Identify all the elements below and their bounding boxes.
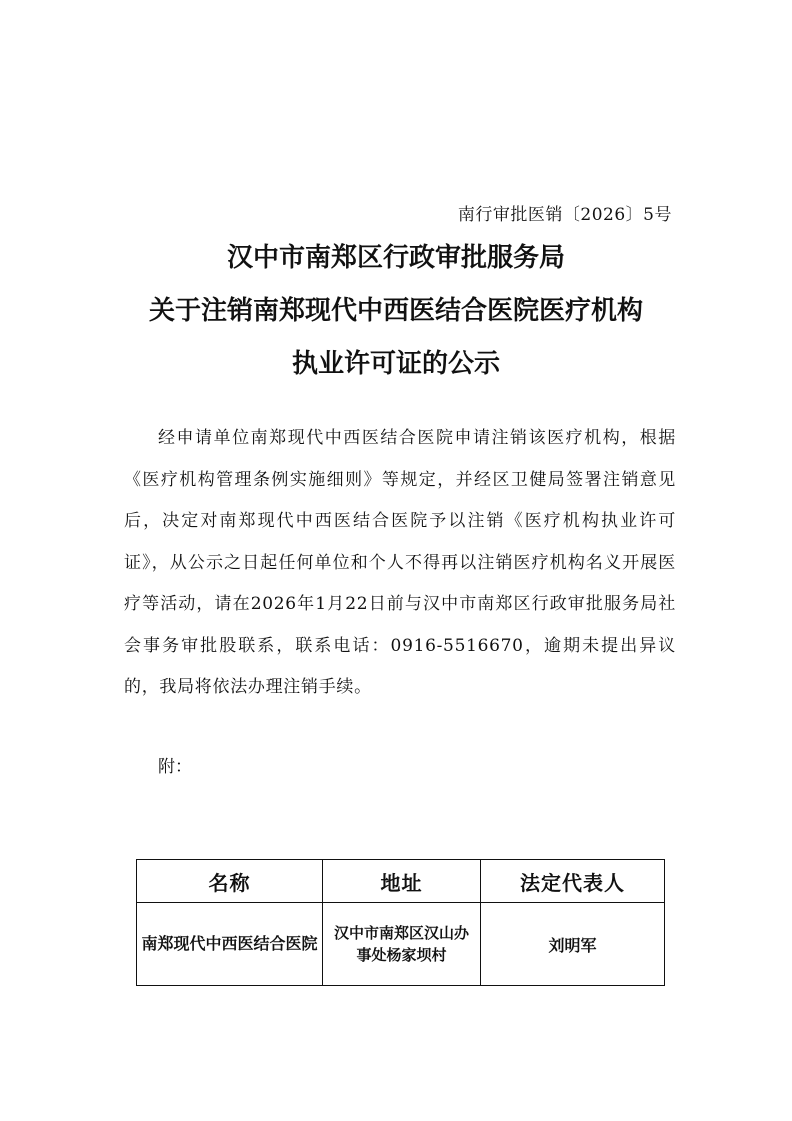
body-paragraph: 经申请单位南郑现代中西医结合医院申请注销该医疗机构，根据《医疗机构管理条例实施细则》等规定，并经区卫健局签署注销意见后，决定对南郑现代中西医结合医院予以注销《医疗机构执业许可证》，从公示之日起任何单位和个人不得再以注销医疗机构名义开展医疗等活动，请在2026年1月22日前与汉中市南郑区行政审批服务局社会事务审批股联系，联系电话：0916-5516670，逾期未提出异议的，我局将依法办理注销手续。 — [124, 428, 676, 697]
title-line-1: 汉中市南郑区行政审批服务局 — [226, 243, 565, 273]
institution-table — [136, 859, 665, 986]
cell-institution-name: 南郑现代中西医结合医院 — [137, 903, 323, 986]
header-legal-rep: 法定代表人 — [481, 860, 665, 903]
cell-address: 汉中市南郑区汉山办事处杨家坝村 — [323, 903, 481, 986]
document-title — [96, 232, 696, 391]
title-line-2: 关于注销南郑现代中西医结合医院医疗机构 — [148, 296, 643, 326]
header-name: 名称 — [137, 860, 323, 903]
document-number: 南行审批医销〔2026〕5号 — [457, 205, 672, 225]
table-header-row — [137, 860, 665, 903]
table-row — [137, 903, 665, 986]
title-line-3: 执业许可证的公示 — [291, 349, 500, 379]
appendix-label: 附： — [158, 757, 192, 777]
header-address: 地址 — [323, 860, 481, 903]
cell-legal-rep: 刘明军 — [481, 903, 665, 986]
